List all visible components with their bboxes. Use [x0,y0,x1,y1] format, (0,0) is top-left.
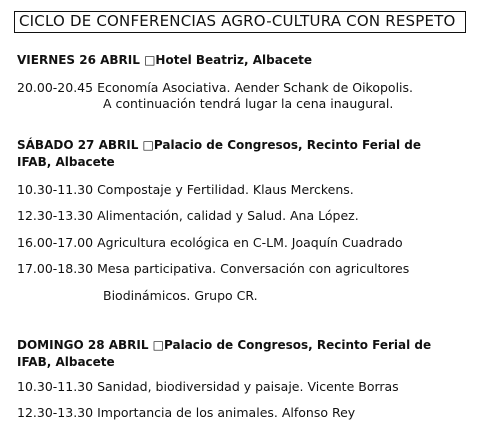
day-header-saturday: SÁBADO 27 ABRIL □Palacio de Congresos, Recinto Ferial de IFAB, Albacete [17,138,422,169]
event-time: 10.30-11.30 [17,182,94,197]
event-time: 12.30-13.30 [17,208,94,223]
event-time: 16.00-17.00 [17,235,94,250]
event-row [17,181,354,198]
event-row [17,234,403,251]
event-text: Alimentación, calidad y Salud. Ana López. [97,208,359,223]
event-text: Economía Asociativa. Aender Schank de Oikopolis. [97,80,414,95]
day-header-friday: VIERNES 26 ABRIL □Hotel Beatriz, Albacete [17,53,312,67]
event-time: 20.00-20.45 [17,80,94,95]
event-row [17,404,355,421]
event-row [17,79,413,96]
event-text: Compostaje y Fertilidad. Klaus Merckens. [97,182,354,197]
event-continuation: Biodinámicos. Grupo CR. [103,288,258,303]
event-row [17,207,359,224]
event-continuation: A continuación tendrá lugar la cena inaugural. [103,96,394,111]
page-title: CICLO DE CONFERENCIAS AGRO-CULTURA CON RESPETO [14,11,466,33]
event-text: Importancia de los animales. Alfonso Rey [97,405,356,420]
event-text: Mesa participativa. Conversación con agricultores [97,261,410,276]
event-text: Agricultura ecológica en C-LM. Joaquín Cuadrado [97,235,403,250]
day-header-sunday: DOMINGO 28 ABRIL □Palacio de Congresos, Recinto Ferial de IFAB, Albacete [17,338,432,369]
event-row [17,378,399,395]
event-time: 10.30-11.30 [17,379,94,394]
event-time: 12.30-13.30 [17,405,94,420]
event-time: 17.00-18.30 [17,261,94,276]
event-row [17,260,409,277]
event-text: Sanidad, biodiversidad y paisaje. Vicente Borras [97,379,399,394]
